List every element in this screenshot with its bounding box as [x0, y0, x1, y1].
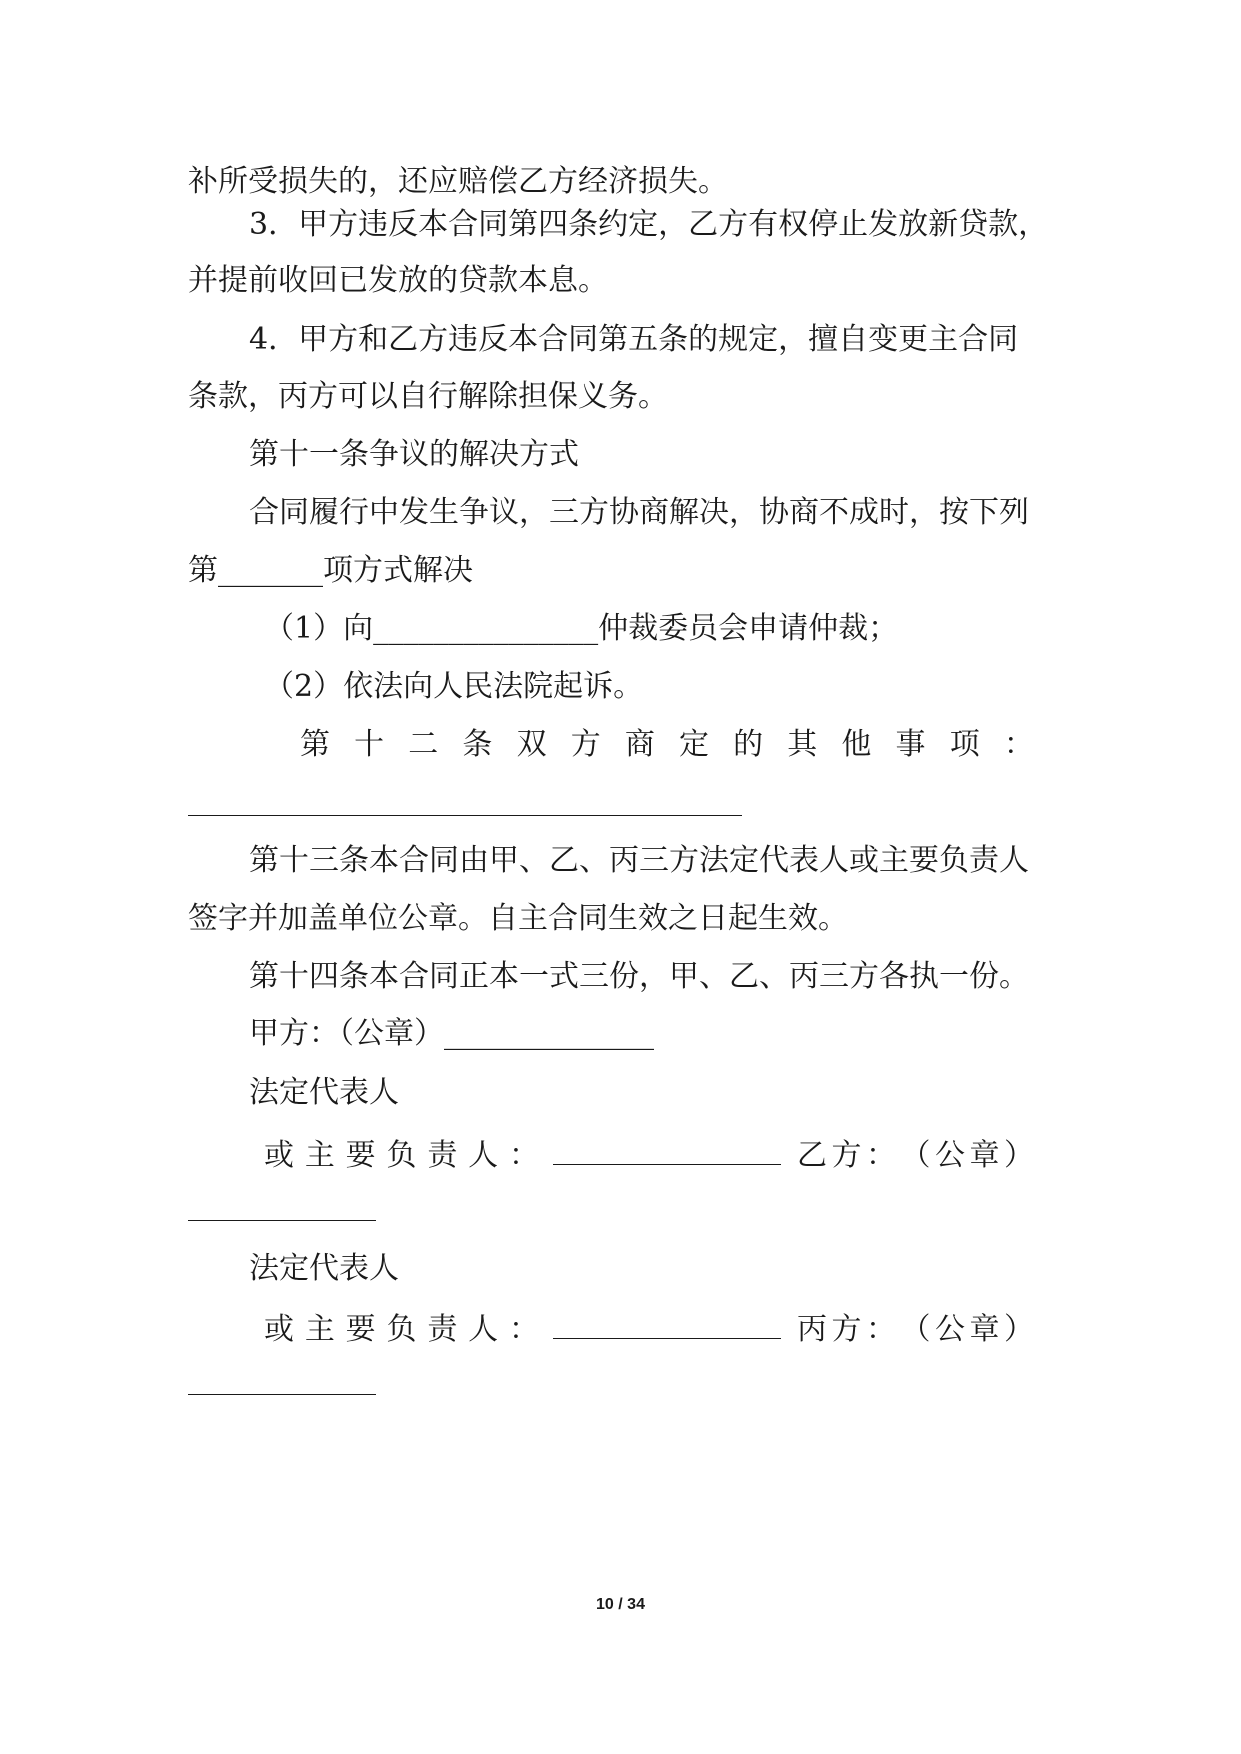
- paragraph-line: 并提前收回已发放的贷款本息。: [188, 263, 608, 298]
- paragraph-line: 条款，丙方可以自行解除担保义务。: [188, 379, 668, 414]
- paragraph-line: 第_______项方式解决: [188, 553, 473, 588]
- signature-blank: [553, 1312, 781, 1339]
- party-c-seal-label: [797, 1312, 1034, 1347]
- heading-char: 第: [300, 727, 330, 762]
- paragraph-line: 合同履行中发生争议，三方协商解决，协商不成时，按下列: [249, 495, 1029, 530]
- heading-char: 双: [516, 727, 547, 762]
- label-char: 乙: [797, 1138, 827, 1173]
- heading-char: 条: [462, 727, 493, 762]
- label-char: 主: [304, 1138, 335, 1173]
- label-char: 要: [345, 1138, 376, 1173]
- paragraph-line: 补所受损失的，还应赔偿乙方经济损失。: [188, 164, 728, 199]
- heading-char: 事: [895, 727, 926, 762]
- signature-blank: [553, 1138, 781, 1165]
- label-char: ：: [866, 1312, 896, 1347]
- heading-char: 二: [408, 727, 439, 762]
- article-14-line: 第十四条本合同正本一式三份，甲、乙、丙三方各执一份。: [249, 959, 1029, 994]
- label-char: （: [900, 1312, 931, 1347]
- label-char: 要: [345, 1312, 376, 1347]
- legal-rep-label: 法定代表人: [249, 1251, 399, 1286]
- option-1-line: （1）向_______________仲裁委员会申请仲裁；: [264, 611, 899, 646]
- responsible-person-label: [264, 1312, 539, 1347]
- label-char: 或: [264, 1312, 294, 1347]
- label-char: ：: [866, 1138, 896, 1173]
- label-char: 公: [935, 1138, 965, 1173]
- label-char: ）: [1004, 1312, 1034, 1347]
- article-12-heading: [300, 727, 1034, 762]
- party-b-seal-label: [797, 1138, 1034, 1173]
- label-char: 或: [264, 1138, 294, 1173]
- label-char: 责: [427, 1138, 458, 1173]
- heading-char: 项: [949, 727, 980, 762]
- article-13-line: 第十三条本合同由甲、乙、丙三方法定代表人或主要负责人: [249, 843, 1029, 878]
- article-11-heading: 第十一条争议的解决方式: [249, 437, 579, 472]
- label-char: 人: [468, 1138, 499, 1173]
- label-char: ：: [508, 1312, 539, 1347]
- label-char: ：: [508, 1138, 539, 1173]
- heading-char: 其: [787, 727, 818, 762]
- label-char: 章: [969, 1312, 1000, 1347]
- label-char: （: [900, 1138, 931, 1173]
- clause-3-line: 3．甲方违反本合同第四条约定，乙方有权停止发放新贷款，: [249, 207, 1049, 242]
- label-char: ）: [1004, 1138, 1034, 1173]
- party-a-seal-line: 甲方：（公章）______________: [249, 1016, 654, 1051]
- clause-4-line: 4．甲方和乙方违反本合同第五条的规定，擅自变更主合同: [249, 322, 1019, 357]
- heading-char: ：: [1003, 727, 1034, 762]
- seal-blank-line: [188, 1394, 376, 1395]
- heading-char: 方: [570, 727, 601, 762]
- label-char: 方: [831, 1138, 862, 1173]
- heading-char: 他: [841, 727, 872, 762]
- paragraph-line: 签字并加盖单位公章。自主合同生效之日起生效。: [188, 901, 848, 936]
- label-char: 负: [386, 1138, 417, 1173]
- option-2-line: （2）依法向人民法院起诉。: [264, 669, 644, 704]
- label-char: 公: [935, 1312, 965, 1347]
- label-char: 方: [831, 1312, 862, 1347]
- heading-char: 定: [678, 727, 709, 762]
- page-number: 10 / 34: [596, 1596, 645, 1613]
- heading-char: 商: [624, 727, 655, 762]
- label-char: 主: [304, 1312, 335, 1347]
- signature-row-party-c: [264, 1312, 1034, 1345]
- responsible-person-label: [264, 1138, 539, 1173]
- label-char: 负: [386, 1312, 417, 1347]
- seal-blank-line: [188, 1220, 376, 1221]
- label-char: 责: [427, 1312, 458, 1347]
- label-char: 人: [468, 1312, 499, 1347]
- heading-char: 的: [733, 727, 764, 762]
- heading-char: 十: [354, 727, 385, 762]
- label-char: 丙: [797, 1312, 827, 1347]
- signature-row-party-b: [264, 1138, 1034, 1171]
- label-char: 章: [969, 1138, 1000, 1173]
- legal-rep-label: 法定代表人: [249, 1075, 399, 1110]
- article-12-blank-line: [188, 815, 742, 816]
